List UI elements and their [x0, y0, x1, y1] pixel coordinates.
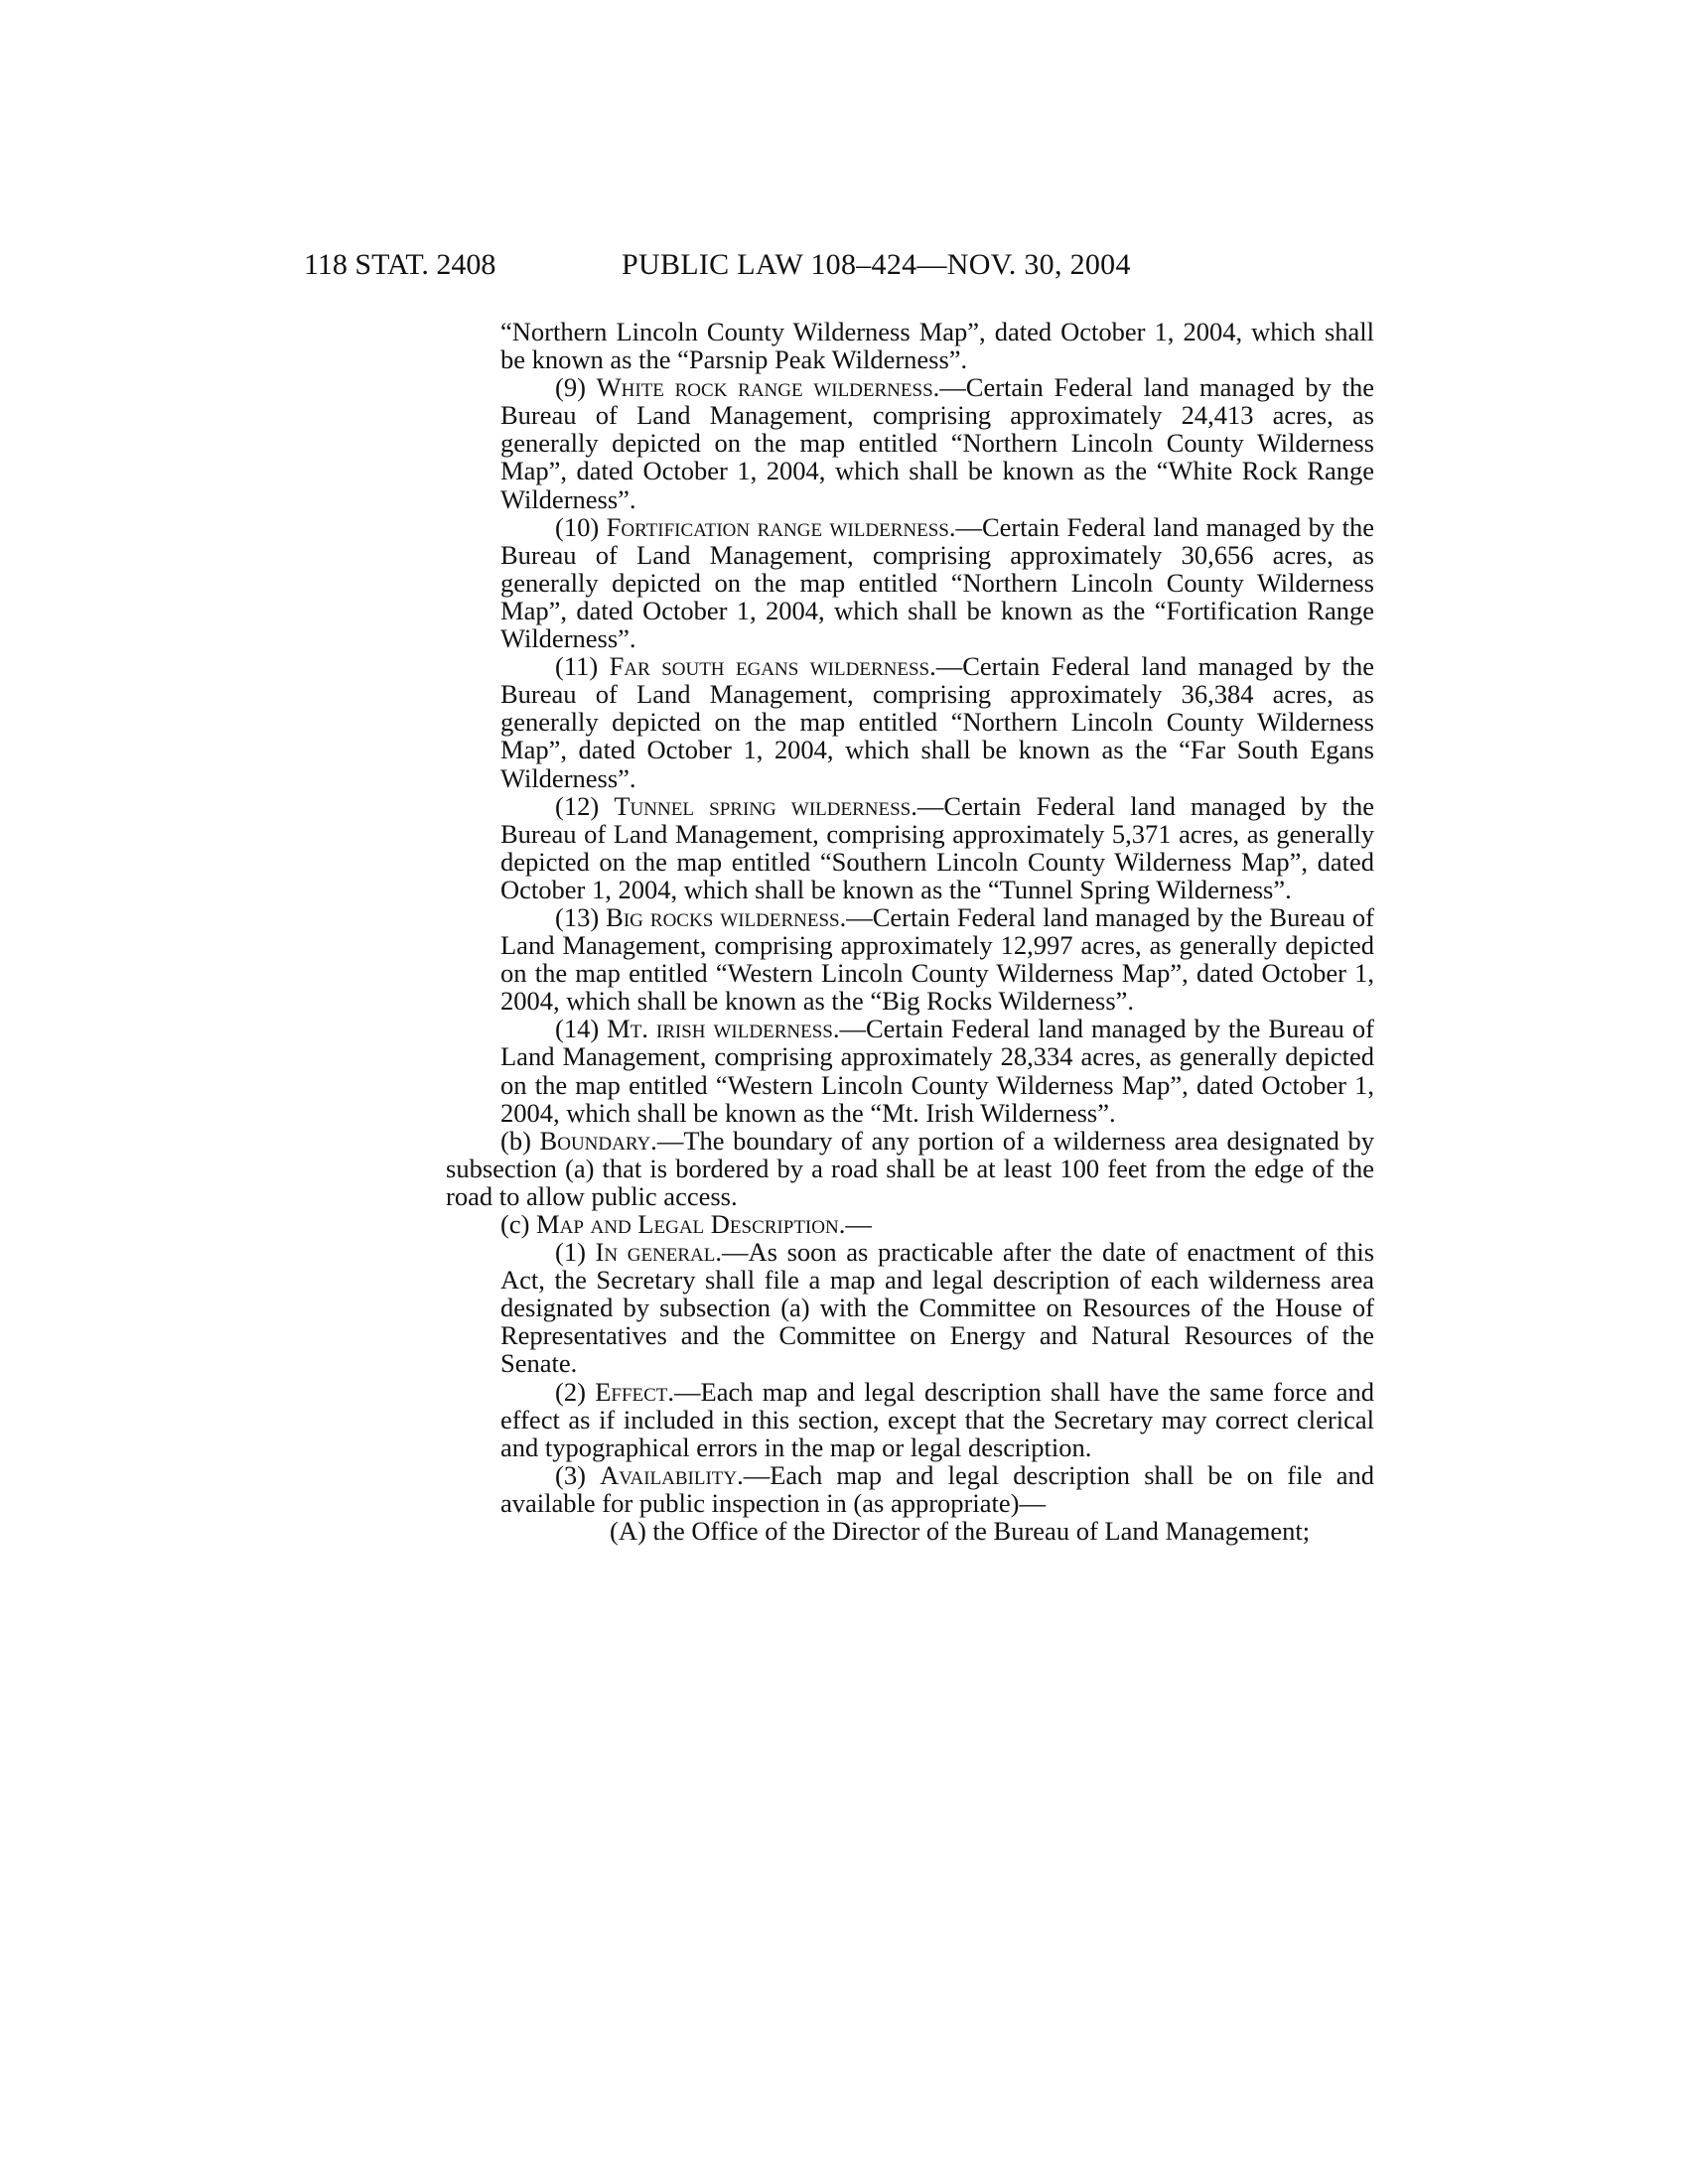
subsection-c-heading	[500, 1210, 1374, 1238]
paragraph-number: (9)	[555, 372, 586, 403]
paragraph-13	[500, 903, 1374, 1015]
statute-reference: 118 STAT. 2408	[304, 248, 496, 281]
paragraph-heading: In general.	[595, 1237, 723, 1268]
paragraph-heading: Effect.	[595, 1376, 675, 1407]
continued-paragraph: “Northern Lincoln County Wilderness Map”, dated October 1, 2004, which shall be known as the “Parsnip Peak Wilderness”.	[500, 317, 1374, 375]
paragraph-text: —Each map and legal description shall have the same force and effect as if included in this section, except that the Secretary may correct clerical and typographical errors in the map or legal description.	[500, 1376, 1374, 1462]
paragraph-c2-effect	[500, 1378, 1374, 1461]
paragraph-c3-availability	[500, 1461, 1374, 1517]
paragraph-number: (2)	[555, 1376, 586, 1407]
paragraph-heading: Tunnel spring wilderness.	[614, 790, 917, 821]
subsection-number: (c)	[500, 1209, 530, 1239]
paragraph-text: —Certain Federal land managed by the Bureau of Land Management, comprising approximately 5,371 acres, as generally depicted on the map entitled “Southern Lincoln County Wilderness Map”, dated October 1, 2004, which shall be known as the “Tunnel Spring Wilderness”.	[500, 790, 1375, 904]
paragraph-number: (11)	[555, 651, 599, 682]
paragraph-number: (14)	[555, 1014, 600, 1044]
paragraph-text: —Certain Federal land managed by the Bureau of Land Management, comprising approximately 28,334 acres, as generally depicted on the map entitled “Western Lincoln County Wilderness Map”, dated October 1, 2004, which shall be known as the “Mt. Irish Wilderness”.	[500, 1014, 1374, 1128]
paragraph-heading: Far south egans wilderness.	[609, 651, 936, 682]
paragraph-14	[500, 1015, 1374, 1126]
page-header	[0, 248, 1688, 288]
paragraph-text: —Certain Federal land managed by the Bureau of Land Management, comprising approximately 36,384 acres, as generally depicted on the map entitled “Northern Lincoln County Wilderness Map”, dated October 1, 2004, which shall be known as the “Far South Egans Wilderness”.	[500, 651, 1375, 793]
paragraph-text: —Certain Federal land managed by the Bureau of Land Management, comprising approximately 30,656 acres, as generally depicted on the map entitled “Northern Lincoln County Wilderness Map”, dated October 1, 2004, which shall be known as the “Fortification Range Wilderness”.	[500, 511, 1374, 654]
paragraph-11	[500, 652, 1374, 791]
subsection-heading: Boundary.	[539, 1125, 657, 1156]
paragraph-heading: White rock range wilderness.	[596, 372, 940, 403]
paragraph-9	[500, 373, 1374, 512]
paragraph-heading: Big rocks wilderness.	[606, 901, 847, 932]
paragraph-number: (13)	[555, 901, 600, 932]
paragraph-c1-in-general	[500, 1238, 1374, 1377]
subsection-number: (b)	[500, 1125, 531, 1156]
paragraph-text: —As soon as practicable after the date of enactment of this Act, the Secretary shall file a map and legal description of each wilderness area designated by subsection (a) with the Committee on Resources of the House of Representatives and the Committee on Energy and Natural Resources of the Senate.	[500, 1237, 1375, 1379]
paragraph-number: (10)	[555, 511, 600, 542]
paragraph-heading: Mt. irish wilderness.	[607, 1014, 840, 1044]
paragraph-number: (3)	[555, 1459, 586, 1490]
paragraph-heading: Fortification range wilderness.	[606, 511, 956, 542]
subsection-text: —The boundary of any portion of a wilderness area designated by subsection (a) that is bordered by a road shall be at least 100 feet from the edge of the road to allow public access.	[446, 1125, 1374, 1211]
document-body	[446, 317, 1375, 1547]
paragraph-12	[500, 792, 1374, 903]
subsection-b-boundary	[446, 1127, 1374, 1210]
paragraph-text: —Certain Federal land managed by the Bureau of Land Management, comprising approximately 24,413 acres, as generally depicted on the map entitled “Northern Lincoln County Wilderness Map”, dated October 1, 2004, which shall be known as the “White Rock Range Wilderness”.	[500, 372, 1375, 514]
paragraph-number: (1)	[555, 1237, 586, 1268]
paragraph-text: —Certain Federal land managed by the Bureau of Land Management, comprising approximately 12,997 acres, as generally depicted on the map entitled “Western Lincoln County Wilderness Map”, dated October 1, 2004, which shall be known as the “Big Rocks Wilderness”.	[500, 901, 1375, 1017]
subparagraph-a: (A) the Office of the Director of the Bureau of Land Management;	[610, 1516, 1311, 1547]
paragraph-text: —Each map and legal description shall be on file and available for public inspection in (as appropriate)—	[500, 1459, 1374, 1518]
subsection-heading: Map and Legal Description.	[536, 1209, 846, 1239]
paragraph-10	[500, 513, 1374, 652]
subsection-text: —	[845, 1209, 872, 1239]
public-law-reference: PUBLIC LAW 108–424—NOV. 30, 2004	[622, 248, 1131, 281]
paragraph-number: (12)	[555, 790, 600, 821]
paragraph-heading: Availability.	[600, 1459, 744, 1490]
